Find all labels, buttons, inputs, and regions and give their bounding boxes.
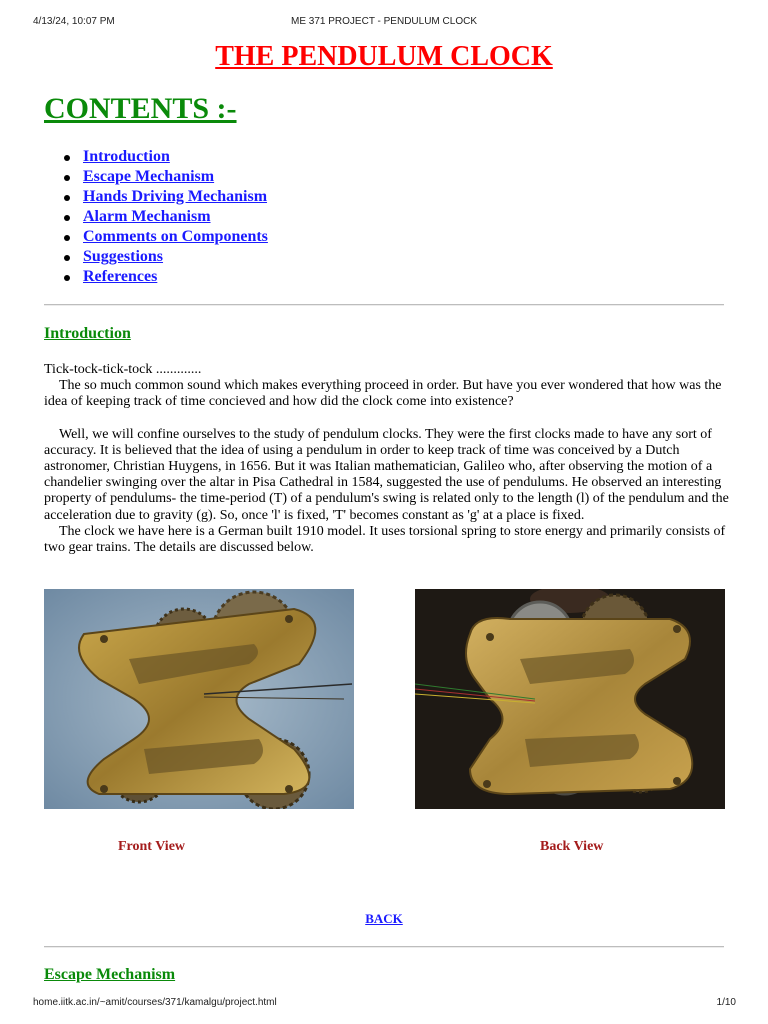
intro-paragraph-3: The clock we have here is a German built 1910 model. It uses torsional spring to store energy and primarily consists of two gear trains. The details are discussed below.: [44, 523, 726, 556]
toc-link-references[interactable]: References: [83, 268, 158, 285]
contents-heading: CONTENTS :-: [44, 92, 237, 125]
toc-item-hands-driving-mechanism: [44, 188, 268, 208]
intro-paragraph-1: The so much common sound which makes everything proceed in order. But have you ever wondered that how was the idea of keeping track of time concieved and how did the clock come into existence?: [44, 378, 722, 410]
introduction-heading: Introduction: [44, 325, 131, 342]
toc-item-introduction: [44, 148, 268, 168]
front-view-caption: Front View: [118, 839, 186, 854]
print-footer: [0, 997, 768, 1011]
print-document-title: ME 371 PROJECT - PENDULUM CLOCK: [291, 16, 477, 27]
toc-link-escape-mechanism[interactable]: Escape Mechanism: [83, 168, 215, 185]
toc-item-escape-mechanism: [44, 168, 268, 188]
intro-paragraph-2: Well, we will confine ourselves to the study of pendulum clocks. They were the first clocks made to have any sort of accuracy. It is believed that the idea of using a pendulum in order to keep track of time was conceived by a Dutch astronomer, Christian Huygens, in 1656. But it was Italian mathematician, Galileo who, after observing the motion of a chandelier swinging over the altar in Pisa Cathedral in 1584, suggested the use of pendulums. He observed an interesting property of pendulums- the time-period (T) of a pendulum's swing is related only to the length (l) of the pendulum and the acceleration due to gravity (g). So, once 'l' is fixed, 'T' becomes constant as 'g' at a place is fixed.: [44, 426, 729, 523]
horizontal-divider: [44, 304, 724, 306]
print-header: [0, 16, 768, 30]
horizontal-divider: [44, 946, 724, 948]
back-link-container: [0, 911, 768, 927]
toc-link-alarm-mechanism[interactable]: Alarm Mechanism: [83, 208, 211, 225]
toc-link-introduction[interactable]: Introduction: [83, 148, 170, 165]
introduction-body: [44, 362, 734, 556]
clock-front-view-image: [44, 589, 354, 809]
back-view-caption: Back View: [540, 839, 604, 854]
intro-lead: Tick-tock-tick-tock .............: [44, 362, 202, 377]
toc-item-alarm-mechanism: [44, 208, 268, 228]
toc-link-suggestions[interactable]: Suggestions: [83, 248, 164, 265]
escape-mechanism-heading: Escape Mechanism: [44, 966, 176, 983]
toc-link-comments-on-components[interactable]: Comments on Components: [83, 228, 268, 245]
page-title: THE PENDULUM CLOCK: [215, 41, 553, 72]
clock-back-view-image: [415, 589, 725, 809]
print-page-number: 1/10: [716, 997, 736, 1008]
print-url: home.iitk.ac.in/~amit/courses/371/kamalgu/project.html: [33, 997, 277, 1008]
toc-item-references: [44, 268, 268, 288]
back-link[interactable]: BACK: [365, 911, 403, 926]
toc-link-hands-driving-mechanism[interactable]: Hands Driving Mechanism: [83, 188, 268, 205]
print-datetime: 4/13/24, 10:07 PM: [33, 16, 115, 27]
contents-list: [44, 148, 268, 288]
toc-item-suggestions: [44, 248, 268, 268]
toc-item-comments-on-components: [44, 228, 268, 248]
